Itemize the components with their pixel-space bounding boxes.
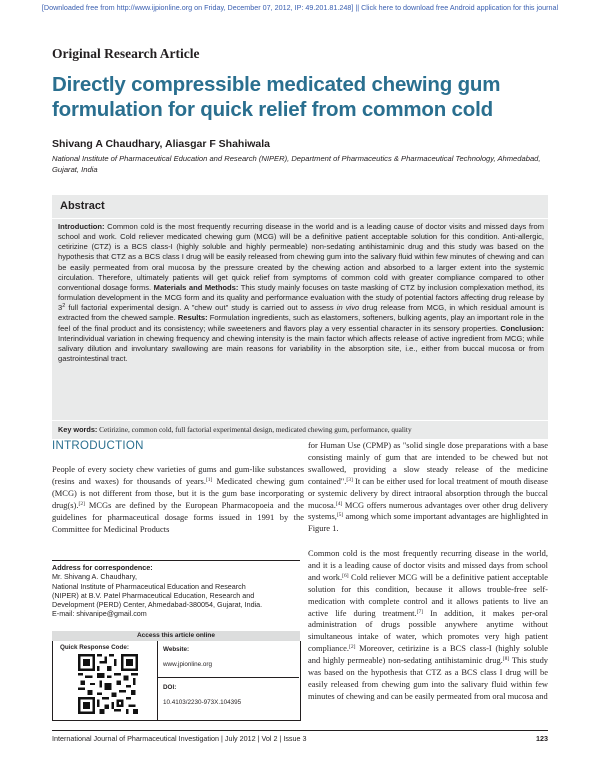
citation-link[interactable]: [6] [342, 572, 349, 579]
citation-link[interactable]: [5] [336, 512, 344, 519]
divider [52, 560, 300, 561]
citation-link[interactable]: [3] [346, 476, 353, 483]
article-type: Original Research Article [52, 46, 200, 61]
intro-text: MCG offers numerous advantages over other drug delivery systems, [308, 499, 548, 522]
intro-text: among which some important advantages are highlighted in Figure 1. [308, 511, 548, 534]
citation-link[interactable]: [4] [335, 500, 343, 507]
divider [157, 641, 158, 721]
intro-text: Common cold is the most frequently recurring disease in the world, and it is a leading cause of doctor visits and missed days from school and work. [308, 548, 548, 582]
keywords-label: Key words: [58, 425, 98, 434]
website-label: Website: [163, 646, 190, 653]
abstract-intro-text: Common cold is the most frequently recurring disease in the world and is a leading cause of doctor visits and missed days from school and work. Cold reliever medicated chewing gum (MCG) will be a definitive patient acceptable solution for this condition. Anti-allergic, cetirizine (CTZ) is a BCS class-I (highly soluble and highly permeable) non-sedating antihistaminic drug and this study was based on the hypothesis that CTZ as a BCS class I drug will be easily released from chewing gum into the salivary fluid within few minutes of chewing and can be easily permeated from oral mucosa by the pressure created by the chewing action and absorbed to a larger extent into the systemic circulation. Therefore, ultimately patients will get quick relief from symptoms of common cold with greater compliance compared to other conventional dosage forms. [58, 222, 544, 292]
abstract-methods-text-2: full factorial experimental design. A "chew out" study is carried out to assess [65, 303, 337, 313]
qr-label: Quick Response Code: [60, 644, 129, 651]
correspondence-address: National Institute of Pharmaceutical Education and Research [52, 581, 246, 591]
abstract-results-text: Formulation ingredients, such as elastomers, softeners, bulking agents, play an important role in the feel of the final product and its consistency; while sweeteners and flavors play a very essential character in its sensory properties. [58, 313, 545, 333]
affiliation: National Institute of Pharmaceutical Education and Research (NIPER), Department of Pharmaceutics & Pharmaceutical Technology, Ahmedabad, Gujarat, India [52, 154, 541, 174]
citation-link[interactable]: [2] [78, 500, 85, 507]
correspondence-label: Address for correspondence: [52, 563, 153, 572]
intro-text: Cold reliever MCG will be a definitive patient acceptable solution for this condition, because it allows trouble-free self-medication with complete control and it allows patients to live an active life during treatment. [308, 571, 548, 618]
access-header: Access this article online [136, 632, 216, 639]
abstract-conclusion-label: Conclusion: [500, 323, 544, 333]
intro-paragraph-1-cont [308, 440, 548, 535]
intro-text: It can be either used for local treatment of mouth disease or systemic delivery by direct intraoral absorption through the buccal mucosa. [308, 475, 548, 510]
abstract-intro-label: Introduction: [58, 222, 105, 231]
doi-value[interactable]: 10.4103/2230-973X.104395 [163, 699, 242, 706]
article-title: Directly compressible medicated chewing gum formulation for quick relief from common cold [52, 73, 501, 121]
keywords [58, 425, 544, 434]
section-heading-introduction: INTRODUCTION [52, 440, 144, 452]
page-number: 123 [536, 734, 548, 743]
intro-text: Moreover, cetirizine is a BCS class-I (highly soluble and highly permeable) non-sedating antihistaminic drug. [308, 643, 548, 666]
abstract-methods-sup: 2 [62, 303, 66, 310]
divider [52, 218, 548, 219]
correspondence-email[interactable]: E-mail: shivanipe@gmail.com [52, 609, 147, 619]
citation-link[interactable]: [1] [205, 476, 213, 483]
correspondence-block [52, 563, 302, 619]
abstract-conclusion-text: Interindividual variation in chewing frequency and chewing intensity is the main factor which affects release of active ingredient from MCG; while salivary dilution and involuntary swallowing are main reasons for variability in the absorption site, i.e., either from buccal mucosa or from gastrointestinal tract. [58, 333, 544, 364]
divider [52, 420, 548, 421]
citation-link[interactable]: [8] [502, 656, 510, 663]
qr-code-icon[interactable] [78, 654, 138, 714]
website-link[interactable]: www.jpionline.org [163, 661, 213, 668]
keywords-text: Cetirizine, common cold, full factorial experimental design, medicated chewing gum, performance, quality [97, 425, 412, 434]
divider [157, 677, 299, 678]
abstract-text [58, 222, 544, 364]
divider [52, 730, 548, 731]
intro-paragraph-1 [52, 464, 304, 535]
abstract-methods-text-3: drug release from MCG, in which residual amount is extracted from the chewed sample. [58, 303, 544, 323]
abstract-methods-label: Materials and Methods: [153, 282, 239, 292]
intro-text: In addition, it makes per-oral administration of drugs possible anywhere anytime without simultaneous intake of water, which promotes very high patient compliance. [308, 607, 548, 654]
intro-paragraph-2 [308, 548, 548, 703]
intro-text: MCGs are defined by the European Pharmacopoeia and the guidelines for pharmaceutical dosage forms issued in 1991 by the Committee for Medicinal Products [52, 499, 304, 534]
download-notice-link[interactable]: [Downloaded free from http://www.ijpionline.org on Friday, December 07, 2012, IP: 49.201.81.248] || Click here to download free Android application for this journal [41, 3, 559, 12]
intro-text: for Human Use (CPMP) as "solid single dose preparations with a base consisting mainly of gum that are intended to be chewed but not swallowed, providing a slow steady release of the medicine contained". [308, 440, 548, 486]
correspondence-address: (NIPER) at B.V. Patel Pharmaceutical Education, Research and [52, 590, 255, 600]
correspondence-name: Mr. Shivang A. Chaudhary, [52, 572, 137, 582]
intro-text: People of every society chew varieties of gums and gum-like substances (resins and waxes) for thousands of years. [52, 464, 304, 486]
abstract-methods-text: This study mainly focuses on taste masking of CTZ by inclusion complexation method, its formulation development in the MCG form and its quality and performance evaluation with the study of potential factors affecting drug release by 3 [58, 282, 544, 313]
footer-journal-info: International Journal of Pharmaceutical Investigation | July 2012 | Vol 2 | Issue 3 [52, 734, 307, 743]
doi-label: DOI: [163, 684, 177, 691]
intro-text: This study was based on the hypothesis that CTZ as a BCS class I drug will be easily released from chewing gum into the salivary fluid within few minutes of chewing and can be easily permeated from oral mucosa and [308, 655, 549, 701]
correspondence-address: Development (PERD) Center, Ahmedabad-380054, Gujarat, India. [52, 600, 263, 610]
intro-text: Medicated chewing gum (MCG) is not different from those, but it is the gum base incorporating drug(s). [52, 475, 304, 510]
abstract-results-label: Results: [177, 313, 208, 323]
abstract-heading: Abstract [60, 200, 105, 212]
authors: Shivang A Chaudhary, Aliasgar F Shahiwala [52, 138, 271, 150]
citation-link[interactable]: [2] [349, 644, 356, 651]
abstract-methods-italic: in vivo [336, 303, 360, 313]
citation-link[interactable]: [7] [416, 608, 424, 615]
